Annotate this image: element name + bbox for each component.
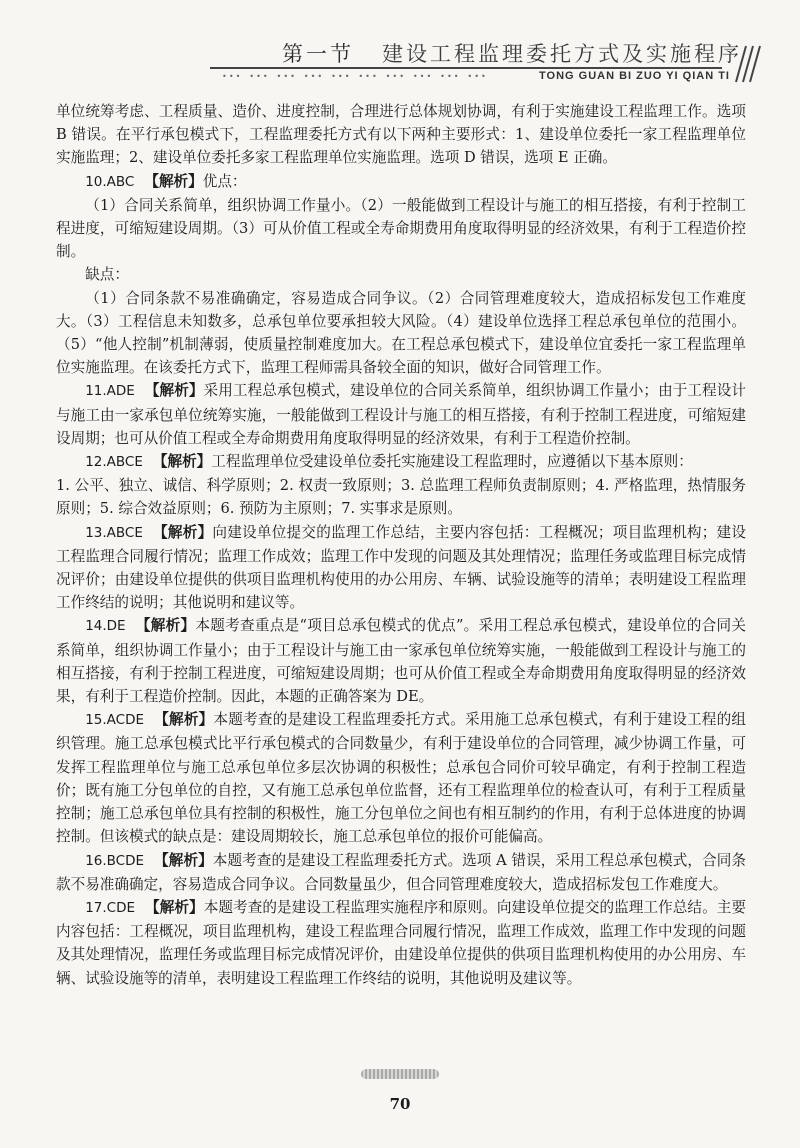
paragraph: （1）合同条款不易准确确定，容易造成合同争议。（2）合同管理难度较大，造成招标发包工作难度大。（3）工程信息未知数多，总承包单位要承担较大风险。（4）建设单位选择工程总承包单位的范围小。（5）“他人控制”机制薄弱，使质量控制难度加大。在工程总承包模式下，建设单位宜委托一家工程监理单位实施监理。在该委托方式下，监理工程师需具备较全面的知识，做好合同管理工作。 <box>56 289 746 377</box>
answer-key: 13.ABCE <box>85 524 143 541</box>
analysis-tag: 【解析】 <box>144 172 203 190</box>
answer-text: 优点： <box>202 172 247 190</box>
analysis-tag: 【解析】 <box>154 711 214 729</box>
answer-12 <box>56 450 746 474</box>
section-number: 第一节 <box>282 42 354 66</box>
page-footer <box>0 1064 800 1113</box>
section-title <box>282 38 742 68</box>
section-heading: 建设工程监理委托方式及实施程序 <box>382 42 742 66</box>
header-rule <box>210 67 722 69</box>
answer-13 <box>56 521 746 615</box>
analysis-tag: 【解析】 <box>152 523 213 541</box>
analysis-tag: 【解析】 <box>152 453 212 471</box>
answer-16 <box>56 849 746 896</box>
answer-text: 采用工程总承包模式，建设单位的合同关系简单，组织协调工作量小；由于工程设计与施工由一家承包单位统筹实施，一般能做到工程设计与施工的相互搭接，有利于控制工程进度，可缩短建设周期；也可从价值工程或全寿命期费用角度取得明显的经济效果，有利于工程造价控制。 <box>56 382 746 447</box>
analysis-tag: 【解析】 <box>145 898 204 916</box>
analysis-tag: 【解析】 <box>154 851 213 869</box>
answer-17 <box>56 896 746 990</box>
analysis-tag: 【解析】 <box>135 617 196 635</box>
page-header <box>0 0 800 92</box>
answer-text: 本题考查的是建设工程监理实施程序和原则。向建设单位提交的监理工作总结。主要内容包括：工程概况，项目监理机构，建设工程监理合同履行情况，监理工作成效，监理工作中发现的问题及其处理情况，监理任务或监理目标完成情况评价，由建设单位提供的供项目监理机构使用的办公用房、车辆、试验设施等的清单，表明建设工程监理工作终结的说明，其他说明及建议等。 <box>56 898 746 987</box>
answer-15 <box>56 708 746 848</box>
answer-content <box>56 100 746 990</box>
header-pinyin: TONG GUAN BI ZUO YI QIAN TI <box>539 70 730 82</box>
answer-text: 本题考查的是建设工程监理委托方式。采用施工总承包模式，有利于建设工程的组织管理。施工总承包模式比平行承包模式的合同数量少，有利于建设单位的合同管理，减少协调工作量，可发挥工程监理单位与施工总承包单位多层次协调的积极性；总承包合同价可较早确定，有利于控制工程造价；既有施工分包单位的自控，又有施工总承包单位监督，还有工程监理单位的检查认可，有利于工程质量控制；施工总承包单位具有控制的积极性，施工分包单位之间也有相互制约的作用，有利于总体进度的协调控制。但该模式的缺点是：建设周期较长，施工总承包单位的报价可能偏高。 <box>56 711 746 846</box>
answer-text: 本题考查重点是“项目总承包模式的优点”。采用工程总承包模式，建设单位的合同关系简单，组织协调工作量小；由于工程设计与施工由一家承包单位统筹实施，一般能做到工程设计与施工的相互搭接，有利于控制工程进度，可缩短建设周期；也可从价值工程或全寿命期费用角度取得明显的经济效果，有利于工程造价控制。因此，本题的正确答案为 DE。 <box>56 617 746 706</box>
paragraph: （1）合同关系简单，组织协调工作量小。（2）一般能做到工程设计与施工的相互搭接，有利于控制工程进度，可缩短建设周期。（3）可从价值工程或全寿命期费用角度取得明显的经济效果，有利于工程造价控制。 <box>56 196 746 261</box>
answer-key: 14.DE <box>85 618 126 635</box>
answer-text: 本题考查的是建设工程监理委托方式。选项 A 错误，采用工程总承包模式，合同条款不易准确确定，容易造成合同争议。合同数量虽少，但合同管理难度较大，造成招标发包工作难度大。 <box>56 851 746 893</box>
answer-key: 11.ADE <box>85 383 135 400</box>
answer-key: 15.ACDE <box>85 712 145 729</box>
answer-10 <box>56 170 746 194</box>
footer-ornament-icon <box>361 1069 439 1079</box>
paragraph: 缺点： <box>85 266 129 284</box>
answer-key: 16.BCDE <box>85 852 145 869</box>
page-number: 70 <box>389 1095 411 1113</box>
answer-14 <box>56 614 746 708</box>
answer-11 <box>56 379 746 450</box>
header-dots: ••• ••• ••• ••• ••• ••• ••• ••• ••• ••• <box>222 72 488 81</box>
answer-text: 工程监理单位受建设单位委托实施建设工程监理时，应遵循以下基本原则： <box>211 453 693 471</box>
paragraph: 1. 公平、独立、诚信、科学原则；2. 权责一致原则；3. 总监理工程师负责制原则；4. 严格监理，热情服务原则；5. 综合效益原则；6. 预防为主原则；7. 实事求是原则。 <box>56 477 746 518</box>
answer-key: 10.ABC <box>85 173 135 190</box>
analysis-tag: 【解析】 <box>144 382 204 400</box>
answer-key: 12.ABCE <box>85 454 143 471</box>
answer-key: 17.CDE <box>85 899 136 916</box>
paragraph: 单位统筹考虑、工程质量、造价、进度控制，合理进行总体规划协调，有利于实施建设工程监理工作。选项 B 错误。在平行承包模式下，工程监理委托方式有以下两种主要形式：1、建设单位委托一家工程监理单位实施监理；2、建设单位委托多家工程监理单位实施监理。选项 D 错误，选项 E 正确。 <box>56 103 746 167</box>
answer-text: 向建设单位提交的监理工作总结，主要内容包括：工程概况；项目监理机构；建设工程监理合同履行情况；监理工作成效；监理工作中发现的问题及其处理情况；监理任务或监理目标完成情况评价；由建设单位提供的供项目监理机构使用的办公用房、车辆、试验设施等的清单；表明建设工程监理工作终结的说明；其他说明和建议等。 <box>56 523 746 612</box>
